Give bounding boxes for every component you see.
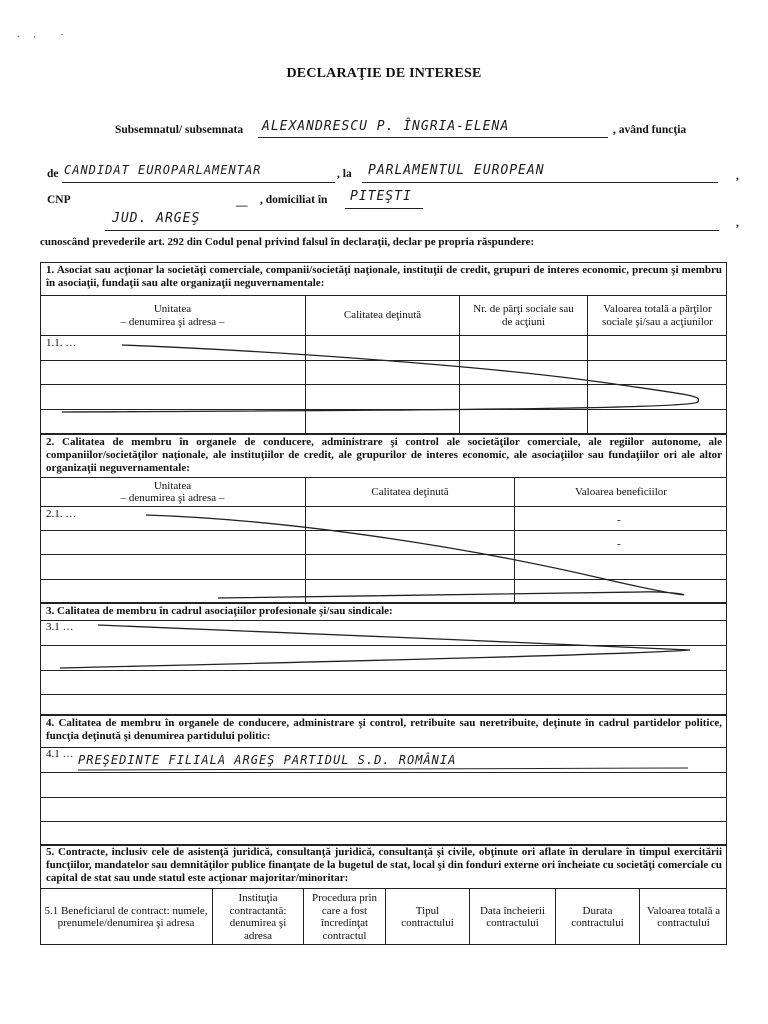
s2-col-unitatea: Unitatea – denumirea şi adresa – xyxy=(120,479,225,504)
name-value[interactable]: ALEXANDRESCU P. ÎNGRIA-ELENA xyxy=(262,119,510,134)
name-underline xyxy=(258,137,608,138)
s3-line-4 xyxy=(40,694,727,695)
s1-row-line-1 xyxy=(40,360,727,361)
s4-line-4 xyxy=(40,821,727,822)
s3-line-1 xyxy=(40,620,727,621)
s5-col-tipul: Tipul contractului xyxy=(401,904,454,929)
top-left-specks xyxy=(18,34,62,37)
s4-line-3 xyxy=(40,797,727,798)
s2-row-line-2 xyxy=(40,554,727,555)
de-label: de xyxy=(47,168,59,180)
s4-line-2 xyxy=(40,772,727,773)
s1-row-line-2 xyxy=(40,384,727,385)
institutia-value[interactable]: PARLAMENTUL EUROPEAN xyxy=(368,163,545,178)
s2-header-bottom-line xyxy=(40,506,727,507)
cnp-label: CNP xyxy=(47,194,71,206)
s4-line-1 xyxy=(40,747,727,748)
s1-col-nr-parti: Nr. de părţi sociale sau de acţiuni xyxy=(473,303,574,328)
section-3-heading: 3. Calitatea de membru în cadrul asociaţiilor profesionale şi/sau sindicale: xyxy=(46,605,393,617)
institutia-underline xyxy=(362,182,718,183)
domiciliu-value[interactable]: PITEŞTI xyxy=(350,189,412,204)
s1-col-calitatea: Calitatea deţinută xyxy=(343,309,422,322)
s4-entry-value[interactable]: PREŞEDINTE FILIALA ARGEŞ PARTIDUL S.D. ROMÂNIA xyxy=(78,753,457,767)
s2-row-line-1 xyxy=(40,530,727,531)
s5-col-institutia: Instituţia contractantă: denumirea şi adresa xyxy=(229,892,287,942)
domiciliu-underline xyxy=(345,208,423,209)
s5-col-valoarea: Valoarea totală a contractului xyxy=(646,904,721,929)
page-title: DECLARAŢIE DE INTERESE xyxy=(286,66,482,81)
s2-row-line-3 xyxy=(40,579,727,580)
s2-row-label: 2.1. … xyxy=(46,508,77,520)
cnp-blank[interactable]: __ xyxy=(236,196,248,208)
comma-2: , xyxy=(736,217,739,229)
avand-functia-label: , având funcţia xyxy=(613,124,687,136)
judet-underline xyxy=(105,230,719,231)
s1-row-line-3 xyxy=(40,409,727,410)
s1-header-bottom-line xyxy=(40,335,727,336)
s5-col-beneficiar: 5.1 Beneficiarul de contract: numele, prenumele/denumirea şi adresa xyxy=(44,904,208,929)
s3-line-2 xyxy=(40,645,727,646)
s1-col-unitatea: Unitatea – denumirea şi adresa – xyxy=(120,303,225,328)
declaration-text: cunoscând prevederile art. 292 din Codul penal privind falsul în declaraţii, declar pe propria răspundere: xyxy=(40,236,535,248)
section-1-heading: 1. Asociat sau acţionar la societăţi comerciale, companii/societăţi naţionale, instituţii de credit, grupuri de interes economic, precum şi membru în asociaţii, fundaţii sau alte organizaţii neguvernamentale: xyxy=(46,264,722,289)
s4-row-label: 4.1 … xyxy=(46,748,74,760)
domiciliat-label: , domiciliat în xyxy=(260,194,328,206)
s5-col-procedura: Procedura prin care a fost încredinţat contractul xyxy=(311,892,378,942)
subsemnatul-label: Subsemnatul/ subsemnata xyxy=(115,124,244,136)
functia-underline xyxy=(62,182,335,183)
functia-value[interactable]: CANDIDAT EUROPARLAMENTAR xyxy=(64,163,262,177)
s2-col-calitatea: Calitatea deţinută xyxy=(371,485,449,498)
la-label: , la xyxy=(337,168,352,180)
s1-col-valoarea: Valoarea totală a părţilor sociale şi/sau a acţiunilor xyxy=(602,303,713,328)
s5-col-data: Data încheierii contractului xyxy=(479,904,546,929)
s3-row-label: 3.1 … xyxy=(46,621,74,633)
s3-line-3 xyxy=(40,670,727,671)
section-4-heading: 4. Calitatea de membru în organele de conducere, administrare şi control, retribuite sau neretribuite, deţinute în cadrul partidelor politice, funcţia deţinută şi denumirea partidului politic: xyxy=(46,717,722,742)
s2-col-valoarea-beneficiilor: Valoarea beneficiilor xyxy=(575,485,667,498)
judet-value[interactable]: JUD. ARGEŞ xyxy=(112,211,201,226)
s2-value-dash-2: - xyxy=(617,538,621,550)
section-2-heading: 2. Calitatea de membru în organele de conducere, administrare şi control ale societăţilor comerciale, ale regiilor autonome, ale companiilor/societăţilor naţionale, ale instituţiilor de credit, ale grupurilor de interes economic, ale asociaţiilor sau fundaţiilor ori ale altor organizaţii neguvernamentale: xyxy=(46,436,722,474)
comma-1: , xyxy=(736,170,739,182)
s1-row-label: 1.1. … xyxy=(46,337,77,349)
s2-value-dash-1: - xyxy=(617,514,621,526)
s5-col-durata: Durata contractului xyxy=(571,904,624,929)
section-5-heading: 5. Contracte, inclusiv cele de asistenţă juridică, consultanţă juridică, consultanţă şi civile, obţinute ori aflate în derulare în timpul exercitării funcţiilor, mandatelor sau demnităţilor publice finanţate de la bugetul de stat, local şi din fonduri externe ori încheiate cu societăţi comerciale cu capital de stat sau unde statul este acţionar majoritar/minoritar: xyxy=(46,846,722,884)
